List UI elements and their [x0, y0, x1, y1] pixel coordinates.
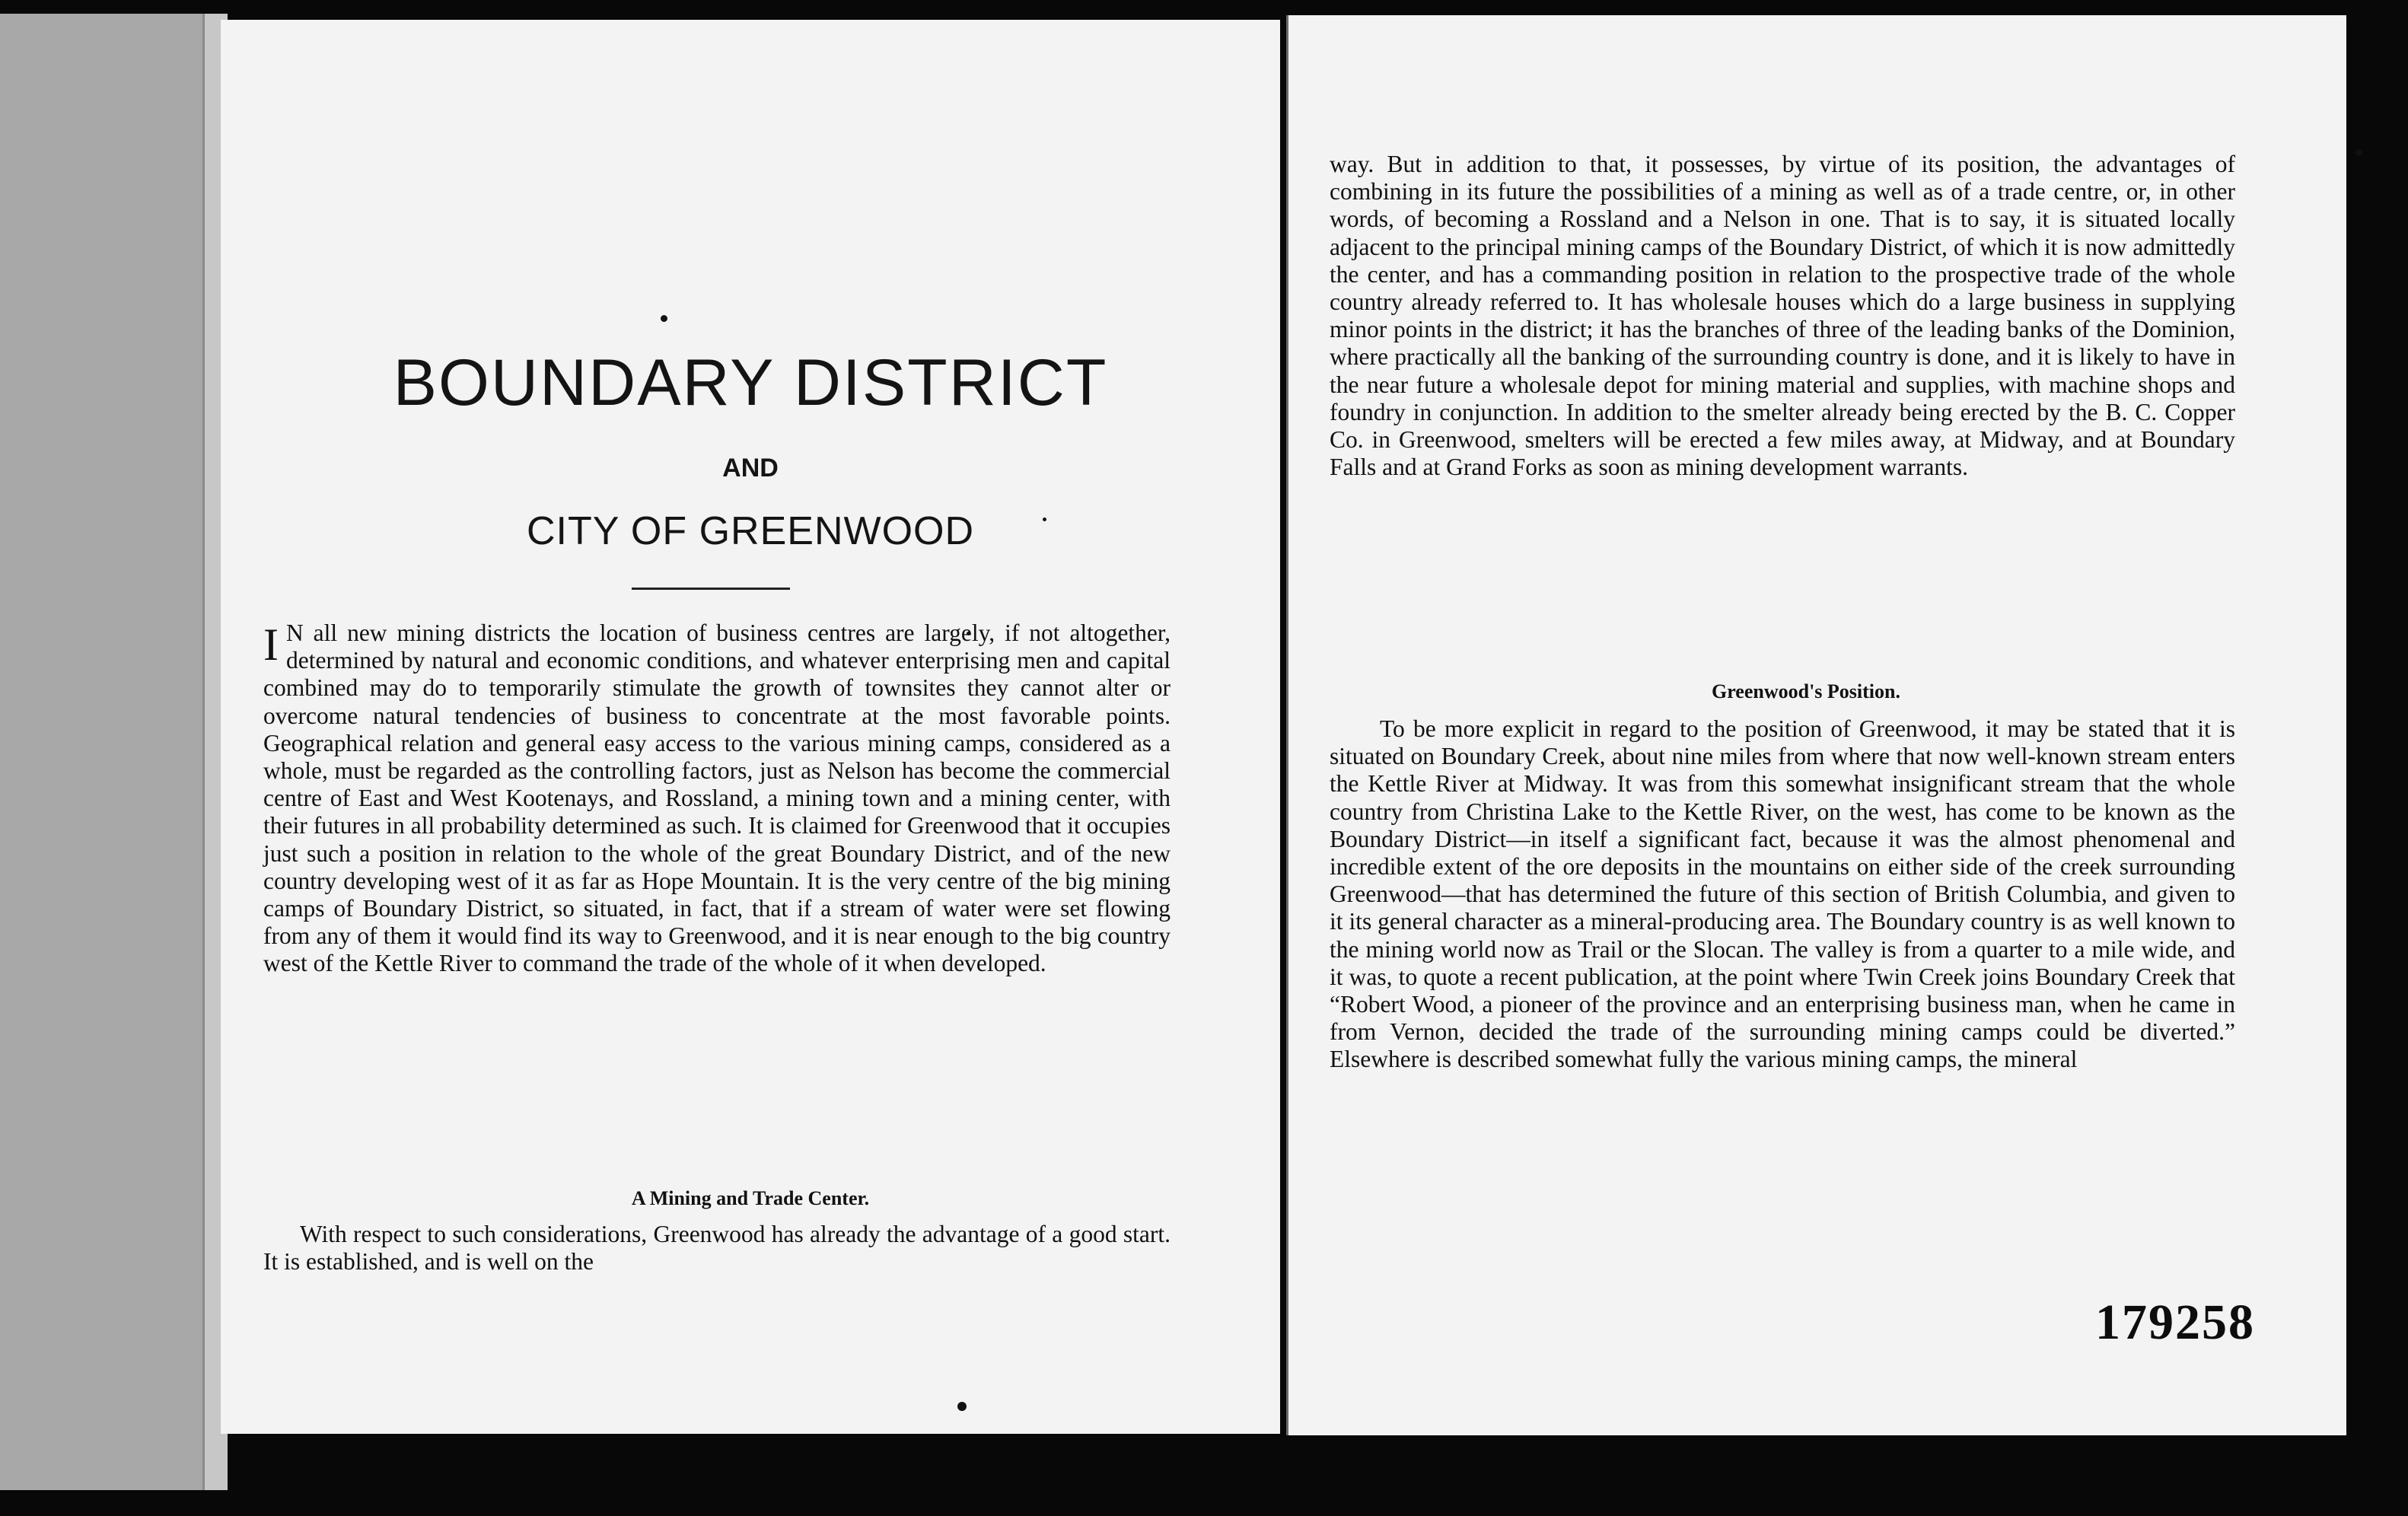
- drop-cap: I: [263, 619, 279, 670]
- page-title: BOUNDARY DISTRICT: [393, 346, 1108, 419]
- ink-dot: [2355, 149, 2362, 156]
- body-paragraph: With respect to such considerations, Greenwood has already the advantage of a good start. It is established, and is well on the: [263, 1221, 1171, 1276]
- title-conjunction: AND: [722, 454, 779, 483]
- ink-dot: [661, 315, 667, 322]
- ink-dot: [957, 1402, 967, 1411]
- right-page: [1286, 15, 2346, 1435]
- intro-paragraph: [263, 619, 1171, 978]
- page-subtitle: CITY OF GREENWOOD: [526, 509, 975, 553]
- section-heading: A Mining and Trade Center.: [631, 1187, 870, 1209]
- title-divider: [632, 588, 790, 590]
- intro-paragraph-text: N all new mining districts the location of business centres are largely, if not altogether, determined by natural and economic conditions, and whatever enterprising men and capital combined may do to temporarily stimulate the growth of townsites they cannot alter or overcome natural tendencies of business to concentrate at the most favorable points. Geographical relation and general easy access to the various mining camps, considered as a whole, must be regarded as the controlling factors, just as Nelson has become the commercial centre of East and West Kootenays, and Rossland, a mining town and a mining center, with their futures in all probability determined as such. It is claimed for Greenwood that it occupies just such a position in relation to the whole of the great Boundary District, and of the new country developing west of it as far as Hope Mountain. It is the very centre of the big mining camps of Boundary District, so situated, in fact, that if a stream of water were set flowing from any of them it would find its way to Greenwood, and it is near enough to the big country west of the Kettle River to command the trade of the whole of it when developed.: [263, 619, 1171, 977]
- page-number: 179258: [2095, 1295, 2255, 1350]
- section-heading: Greenwood's Position.: [1712, 680, 1900, 702]
- cover-flap: [0, 14, 205, 1490]
- body-paragraph: To be more explicit in regard to the position of Greenwood, it may be stated that it is situated on Boundary Creek, about nine miles from where that now well-known stream enters the Kettle River at Midway. It was from this somewhat insignificant stream that the whole country from Christina Lake to the Kettle River, on the west, has come to be known as the Boundary District—in itself a significant fact, because it was the almost phenomenal and incredible extent of the ore deposits in the mountains on either side of the creek surrounding Greenwood—that has determined the future of this section of British Columbia, and given to it its general character as a mineral-producing area. The Boundary country is as well known to the mining world now as Trail or the Slocan. The valley is from a quarter to a mile wide, and it was, to quote a recent publication, at the point where Twin Creek joins Boundary Creek that “Robert Wood, a pioneer of the province and an enterprising business man, when he came in from Vernon, decided the trade of the surrounding mining camps could be diverted.” Elsewhere is described somewhat fully the various mining camps, the mineral: [1330, 715, 2235, 1073]
- body-paragraph: way. But in addition to that, it possesses, by virtue of its position, the advantages of combining in its future the possibilities of a mining as well as of a trade centre, or, in other words, of becoming a Rossland and a Nelson in one. That is to say, it is situated locally adjacent to the principal mining camps of the Boundary District, of which it is now admittedly the center, and has a commanding position in relation to the prospective trade of the whole country already referred to. It has wholesale houses which do a large business in supplying minor points in the district; it has the branches of three of the leading banks of the Dominion, where practically all the banking of the surrounding country is done, and it is likely to have in the near future a wholesale depot for mining material and supplies, with machine shops and foundry in conjunction. In addition to the smelter already being erected by the B. C. Copper Co. in Greenwood, smelters will be erected a few miles away, at Midway, and at Boundary Falls and at Grand Forks as soon as mining development warrants.: [1330, 151, 2235, 481]
- left-page: [221, 20, 1280, 1434]
